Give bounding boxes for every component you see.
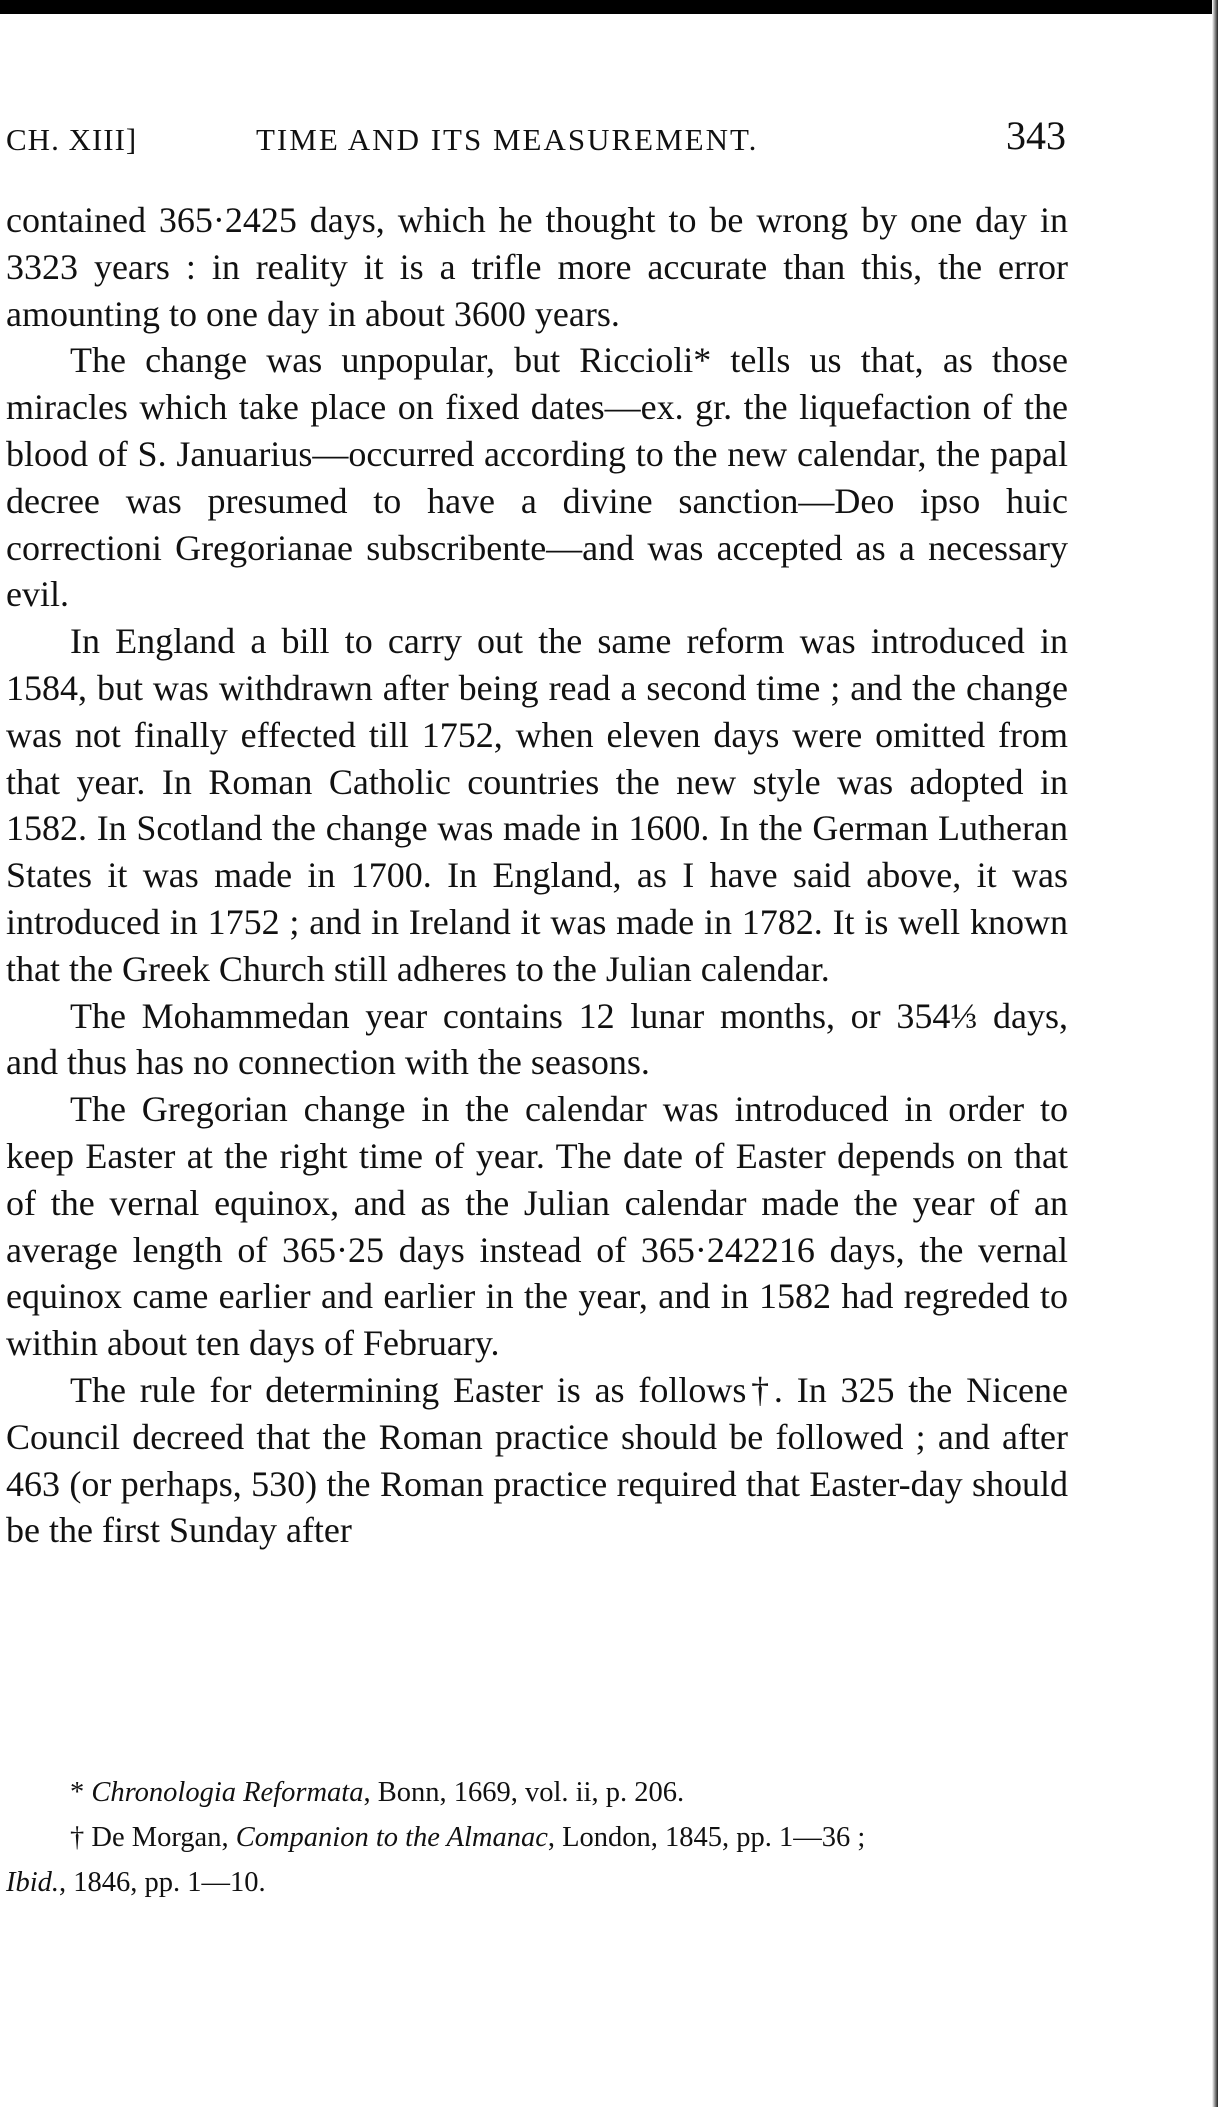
page-right-edge — [1212, 0, 1218, 2107]
footnote-1 — [6, 1770, 1068, 1815]
running-title: TIME AND ITS MEASUREMENT. — [256, 122, 759, 157]
page-number: 343 — [1006, 113, 1066, 158]
footnote-2-continued — [6, 1860, 1068, 1905]
paragraph-easter-rule: The rule for determining Easter is as follows†. In 325 the Nicene Council decreed that the Roman practice should be followed ; and after 463 (or perhaps, 530) the Roman practice required that Easter-day should be the first Sunday after — [6, 1369, 1068, 1551]
footnote-2-mark: † — [70, 1822, 85, 1853]
footnote-2 — [6, 1815, 1068, 1860]
paragraph-riccioli: The change was unpopular, but Riccioli* tells us that, as those miracles which take place on fixed dates—ex. gr. the liquefaction of the blood of S. Januarius—occurred according to the new calendar, the papal decree was presumed to have a divine sanction—Deo ipso huic correctioni Gregorianae subscribente—and was accepted as a necessary evil. — [6, 340, 1068, 615]
paragraph-mohammedan-year: The Mohammedan year contains 12 lunar months, or 354⅓ days, and thus has no connection with the seasons. — [6, 995, 1068, 1083]
footnote-1-rest: , Bonn, 1669, vol. ii, p. 206. — [363, 1777, 685, 1808]
footnote-1-mark: * — [70, 1777, 85, 1808]
page-top-edge — [0, 0, 1218, 14]
footnote-2-ibid: Ibid. — [6, 1867, 60, 1898]
paragraph-gregorian-easter: The Gregorian change in the calendar was introduced in order to keep Easter at the right time of year. The date of Easter depends on that of the vernal equinox, and as the Julian calendar made the year of an average length of 365·25 days instead of 365·242216 days, the vernal equinox came earlier and earlier in the year, and in 1582 had regreded to within about ten days of February. — [6, 1089, 1068, 1364]
running-header — [6, 112, 1066, 172]
footnote-2-title: Companion to the Almanac — [235, 1822, 548, 1853]
footnotes — [6, 1770, 1068, 1905]
footnote-2-rest: , London, 1845, pp. 1—36 ; — [547, 1822, 866, 1853]
paragraph-continuation: contained 365·2425 days, which he thought to be wrong by one day in 3323 years : in reality it is a trifle more accurate than this, the error amounting to one day in about 3600 years. — [6, 200, 1068, 334]
footnote-1-title: Chronologia Reformata — [91, 1777, 364, 1808]
footnote-2-ibid-rest: , 1846, pp. 1—10. — [59, 1867, 266, 1898]
chapter-label: CH. XIII] — [6, 122, 138, 157]
paragraph-england-reform: In England a bill to carry out the same reform was introduced in 1584, but was withdrawn after being read a second time ; and the change was not finally effected till 1752, when eleven days were omitted from that year. In Roman Catholic countries the new style was adopted in 1582. In Scotland the change was made in 1600. In the German Lutheran States it was made in 1700. In England, as I have said above, it was introduced in 1752 ; and in Ireland it was made in 1782. It is well known that the Greek Church still adheres to the Julian calendar. — [6, 621, 1068, 989]
body-text — [6, 197, 1068, 1554]
footnote-2-author: De Morgan, — [91, 1822, 229, 1853]
